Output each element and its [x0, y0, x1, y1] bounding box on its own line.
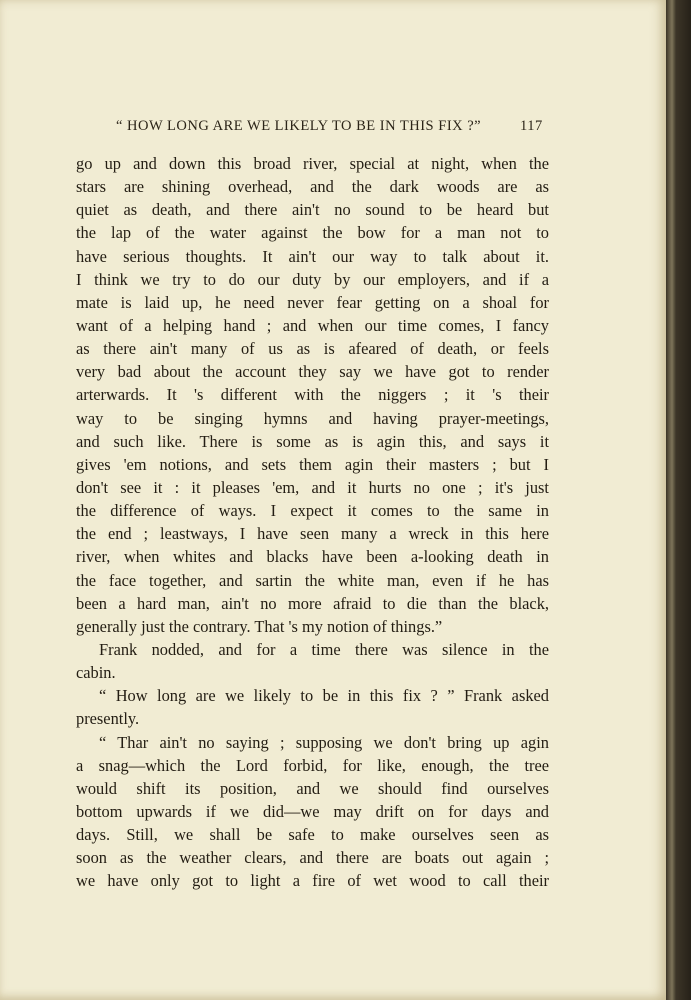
text-line: go up and down this broad river, special at night, when the — [76, 154, 549, 173]
text-line: the lap of the water against the bow for a man not to — [76, 223, 549, 243]
text-line: “ How long are we likely to be in this fix ? ” Frank asked — [99, 686, 549, 706]
text-line: would shift its position, and we should find ourselves — [76, 778, 549, 798]
text-line: and such like. There is some as is agin this, and says it — [76, 431, 549, 451]
text-line: days. Still, we shall be safe to make ourselves seen as — [76, 825, 549, 845]
text-line: a snag—which the Lord forbid, for like, enough, the tree — [76, 755, 549, 775]
text-line: don't see it : it pleases 'em, and it hurts no one ; it's just — [76, 477, 549, 497]
text-line: quiet as death, and there ain't no sound to be heard but — [76, 200, 549, 220]
text-line: cabin. — [76, 663, 116, 683]
text-line: way to be singing hymns and having prayer-meetings, — [76, 408, 549, 428]
text-line: want of a helping hand ; and when our time comes, I fancy — [76, 315, 549, 335]
text-line: presently. — [76, 709, 140, 729]
text-line: gives 'em notions, and sets them agin their masters ; but I — [76, 454, 549, 474]
running-title: “ HOW LONG ARE WE LIKELY TO BE IN THIS FIX ?” — [116, 118, 482, 134]
text-line: have serious thoughts. It ain't our way to talk about it. — [76, 246, 549, 266]
page-number: 117 — [520, 118, 543, 134]
text-line: I think we try to do our duty by our employers, and if a — [76, 269, 549, 289]
text-line: the end ; leastways, I have seen many a wreck in this here — [76, 524, 549, 544]
text-line: Frank nodded, and for a time there was silence in the — [99, 639, 549, 659]
text-line: mate is laid up, he need never fear getting on a shoal for — [76, 292, 549, 312]
text-line: soon as the weather clears, and there are boats out again ; — [76, 848, 549, 868]
text-line: stars are shining overhead, and the dark woods are as — [76, 177, 549, 197]
body-text — [76, 152, 549, 893]
text-line: generally just the contrary. That 's my notion of things.” — [76, 616, 443, 636]
text-line: “ Thar ain't no saying ; supposing we don't bring up agin — [99, 732, 549, 752]
text-line: we have only got to light a fire of wet wood to call their — [76, 871, 549, 891]
text-line: river, when whites and blacks have been a-looking death in — [76, 547, 549, 567]
text-line: the face together, and sartin the white man, even if he has — [76, 570, 549, 590]
text-line: arterwards. It 's different with the niggers ; it 's their — [76, 385, 549, 405]
text-line: the difference of ways. I expect it comes to the same in — [76, 501, 549, 521]
text-line: bottom upwards if we did—we may drift on for days and — [76, 801, 549, 821]
text-line: as there ain't many of us as is afeared of death, or feels — [76, 339, 549, 359]
text-line: been a hard man, ain't no more afraid to die than the black, — [76, 593, 549, 613]
book-spine-edge — [666, 0, 691, 1000]
text-line: very bad about the account they say we have got to render — [76, 362, 549, 382]
